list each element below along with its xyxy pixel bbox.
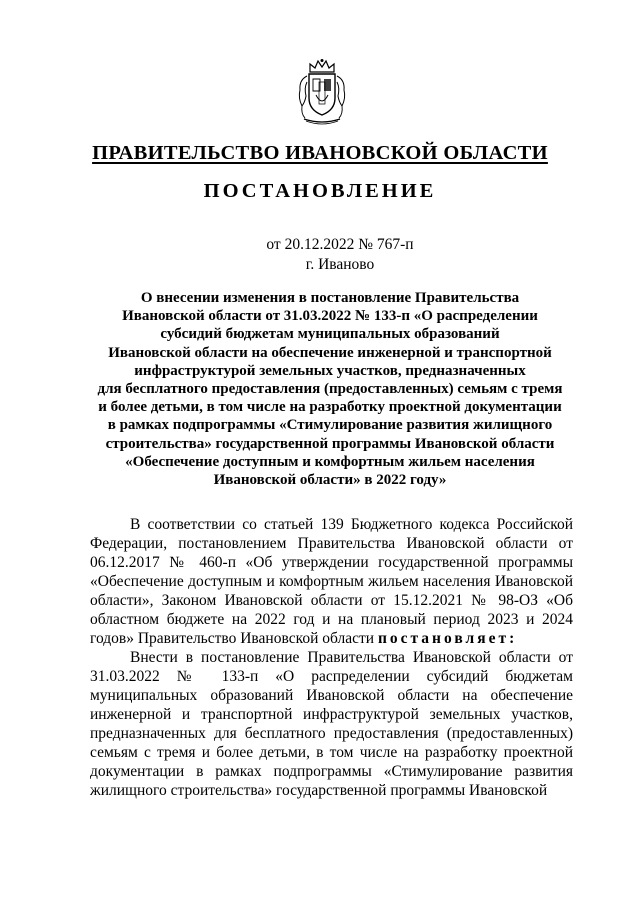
subject-line: субсидий бюджетам муниципальных образований xyxy=(160,326,500,343)
subject-line: «Обеспечение доступным и комфортным жильем населения xyxy=(125,453,535,470)
subject-line: инфраструктурой земельных участков, предназначенных xyxy=(134,362,526,379)
coat-of-arms-icon xyxy=(296,58,348,126)
date-number: от 20.12.2022 № 767-п xyxy=(266,236,414,253)
paragraph-text: В соответствии со статьей 139 Бюджетного кодекса Российской Федерации, постановлением Правительства Ивановской области от 06.12.2017 № 460-п «Об утверждении государственной программы «Обеспечение доступным и комфортным жильем населения Ивановской области», Законом Ивановской области от 15.12.2021 № 98-ОЗ «Об областном бюджете на 2022 год и на плановый период 2023 и 2024 годов» Правительство Ивановской области xyxy=(90,516,573,647)
document-meta xyxy=(0,235,640,275)
subject-line: для бесплатного предоставления (предоставленных) семьям с тремя xyxy=(97,381,563,398)
body-paragraph xyxy=(90,515,573,648)
subject-line: О внесении изменения в постановление Правительства xyxy=(140,290,520,306)
body-paragraph: Внести в постановление Правительства Ивановской области от 31.03.2022 № 133-п «О распределении субсидий бюджетам муниципальных образований Ивановской области на обеспечение инженерной и транспортной инфраструктурой земельных участков, предназначенных для бесплатного предоставления (предоставленных) семьям с тремя и более детьми, в том числе на разработку проектной документации в рамках подпрограммы «Стимулирование развития жилищного строительства» государственной программы Ивановской xyxy=(90,649,573,799)
document-type: ПОСТАНОВЛЕНИЕ xyxy=(203,180,437,202)
subject-line: Ивановской области от 31.03.2022 № 133-п «О распределении xyxy=(122,308,538,325)
subject-line: Ивановской области на обеспечение инженерной и транспортной xyxy=(108,344,552,361)
subject-line: Ивановской области» в 2022 году» xyxy=(213,472,447,489)
document-subject xyxy=(90,289,570,489)
city: г. Иваново xyxy=(305,256,375,273)
emphasis-decree: постановляет: xyxy=(377,630,518,647)
document-body xyxy=(90,515,573,800)
subject-line: и более детьми, в том числе на разработку проектной документации xyxy=(98,399,562,416)
subject-line: в рамках подпрограммы «Стимулирование развития жилищного xyxy=(107,417,553,434)
org-title: ПРАВИТЕЛЬСТВО ИВАНОВСКОЙ ОБЛАСТИ xyxy=(92,142,548,164)
subject-line: строительства» государственной программы Ивановской области xyxy=(105,435,555,452)
